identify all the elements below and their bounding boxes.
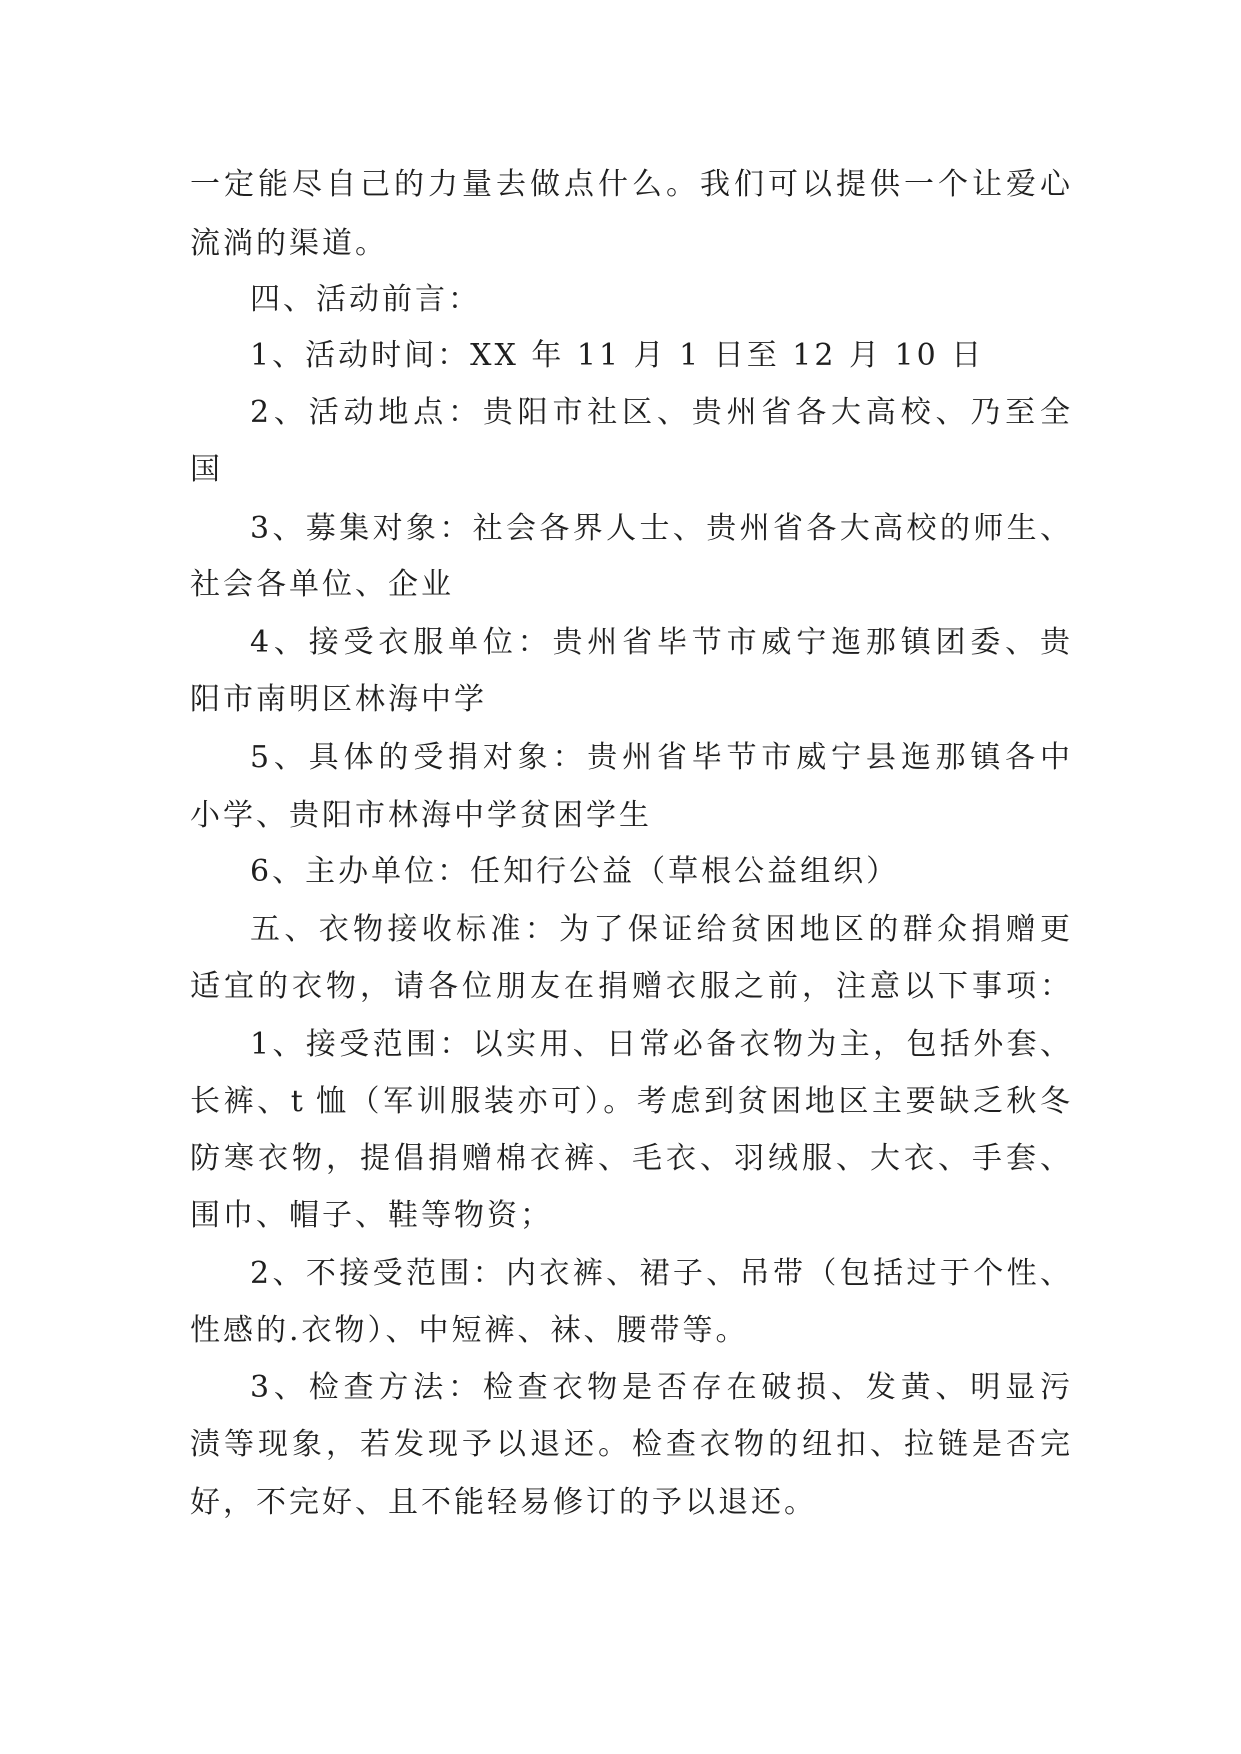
text-line: 1、接受范围：以实用、日常必备衣物为主，包括外套、 <box>250 1027 1070 1062</box>
text-line: 防寒衣物，提倡捐赠棉衣裤、毛衣、羽绒服、大衣、手套、 <box>190 1141 1070 1176</box>
section-heading: 四、活动前言： <box>250 282 481 317</box>
text-line: 长裤、t 恤（军训服装亦可）。考虑到贫困地区主要缺乏秋冬 <box>190 1084 1070 1119</box>
text-line: 2、不接受范围：内衣裤、裙子、吊带（包括过于个性、 <box>250 1256 1070 1291</box>
text-line: 6、主办单位：任知行公益（草根公益组织） <box>250 854 900 889</box>
text-line: 适宜的衣物，请各位朋友在捐赠衣服之前，注意以下事项： <box>190 969 1070 1004</box>
text-line: 国 <box>190 452 223 487</box>
text-line: 围巾、帽子、鞋等物资； <box>190 1198 553 1233</box>
text-line: 小学、贵阳市林海中学贫困学生 <box>190 798 652 833</box>
text-line: 3、募集对象：社会各界人士、贵州省各大高校的师生、 <box>250 511 1070 546</box>
text-line: 4、接受衣服单位：贵州省毕节市威宁迤那镇团委、贵 <box>250 625 1070 660</box>
text-line: 2、活动地点：贵阳市社区、贵州省各大高校、乃至全 <box>250 395 1070 430</box>
text-line: 1、活动时间：XX 年 11 月 1 日至 12 月 10 日 <box>250 338 985 373</box>
text-line: 社会各单位、企业 <box>190 567 454 602</box>
text-line: 渍等现象，若发现予以退还。检查衣物的纽扣、拉链是否完 <box>190 1427 1070 1462</box>
section-heading: 五、衣物接收标准：为了保证给贫困地区的群众捐赠更 <box>250 912 1070 947</box>
text-line: 流淌的渠道。 <box>190 226 388 261</box>
text-line: 5、具体的受捐对象：贵州省毕节市威宁县迤那镇各中 <box>250 740 1070 775</box>
text-line: 性感的.衣物）、中短裤、袜、腰带等。 <box>190 1313 749 1348</box>
text-line: 一定能尽自己的力量去做点什么。我们可以提供一个让爱心 <box>190 167 1070 202</box>
text-line: 好，不完好、且不能轻易修订的予以退还。 <box>190 1485 817 1520</box>
text-line: 阳市南明区林海中学 <box>190 682 487 717</box>
text-line: 3、检查方法：检查衣物是否存在破损、发黄、明显污 <box>250 1370 1070 1405</box>
